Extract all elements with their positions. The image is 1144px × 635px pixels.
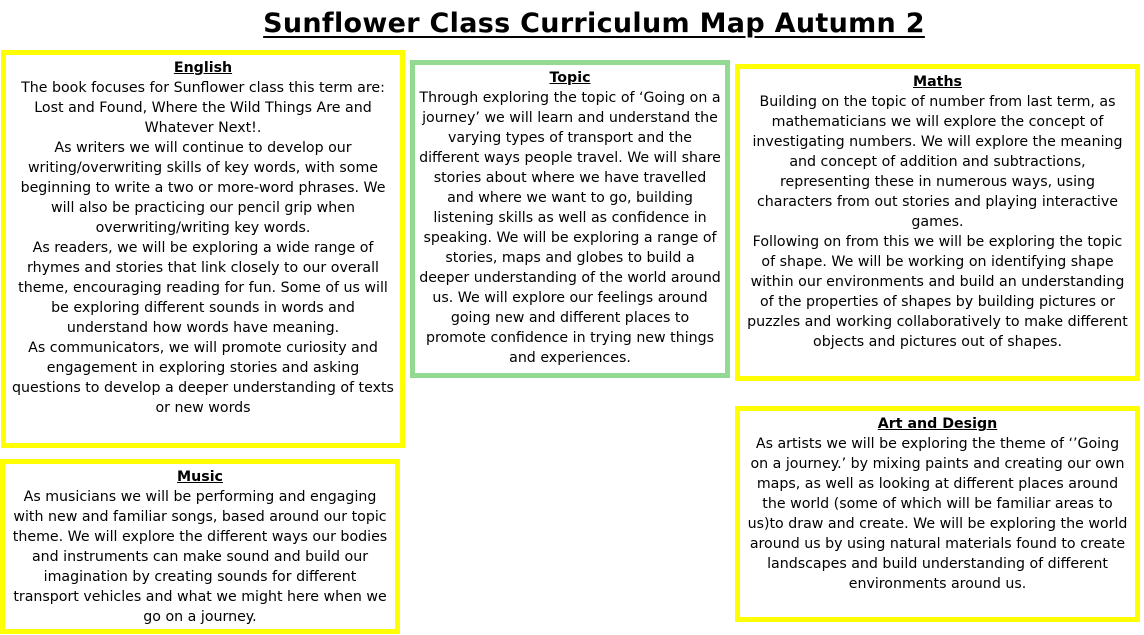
- english-paragraph: As communicators, we will promote curiosity and engagement in exploring stories and asking questions to develop a deeper understanding of texts or new words: [12, 340, 394, 416]
- english-section: [1, 50, 405, 448]
- art-design-heading: Art and Design: [877, 416, 998, 432]
- english-paragraph: As readers, we will be exploring a wide range of rhymes and stories that link closely to our overall theme, encouraging reading for fun. Some of us will be exploring different sounds in words and understand how words have meaning.: [18, 240, 388, 336]
- maths-section: [735, 64, 1140, 381]
- music-paragraph: As musicians we will be performing and engaging with new and familiar songs, based around our topic theme. We will explore the different ways our bodies and instruments can make sound and build our imagination by creating sounds for different transport vehicles and what we might here when we go on a journey.: [12, 489, 388, 625]
- maths-paragraph: Following on from this we will be exploring the topic of shape. We will be working on identifying shape within our environments and build an understanding of the properties of shapes by building pictures or puzzles and working collaboratively to make different objects and pictures out of shapes.: [747, 234, 1128, 350]
- music-heading: Music: [177, 469, 223, 485]
- topic-paragraph: Through exploring the topic of ‘Going on a journey’ we will learn and understand the varying types of transport and the different ways people travel. We will share stories about where we have travelled and where we want to go, building listening skills as well as confidence in speaking. We will be exploring a range of stories, maps and globes to build a deeper understanding of the world around us. We will explore our feelings around going new and different places to promote confidence in trying new things and experiences.: [419, 90, 721, 366]
- english-heading: English: [173, 60, 233, 76]
- art-design-section: [735, 406, 1140, 622]
- art-design-paragraph: As artists we will be exploring the theme of ‘’Going on a journey.’ by mixing paints and creating our own maps, as well as looking at different places around the world (some of which will be familiar areas to us)to draw and create. We will be exploring the world around us by using natural materials found to create landscapes and build understanding of different environments around us.: [747, 436, 1128, 592]
- topic-section: [410, 60, 730, 378]
- maths-heading: Maths: [912, 74, 963, 90]
- english-paragraph: As writers we will continue to develop our writing/overwriting skills of key words, with some beginning to write a two or more-word phrases. We will also be practicing our pencil grip when overwriting/writing key words.: [20, 140, 386, 236]
- topic-heading: Topic: [549, 70, 591, 86]
- english-paragraph: The book focuses for Sunflower class this term are: Lost and Found, Where the Wild Things Are and Whatever Next!.: [21, 80, 385, 136]
- page-title: Sunflower Class Curriculum Map Autumn 2: [263, 8, 925, 39]
- music-section: [0, 459, 400, 634]
- maths-paragraph: Building on the topic of number from last term, as mathematicians we will explore the concept of investigating numbers. We will explore the meaning and concept of addition and subtractions, representing these in numerous ways, using characters from out stories and playing interactive games.: [752, 94, 1123, 230]
